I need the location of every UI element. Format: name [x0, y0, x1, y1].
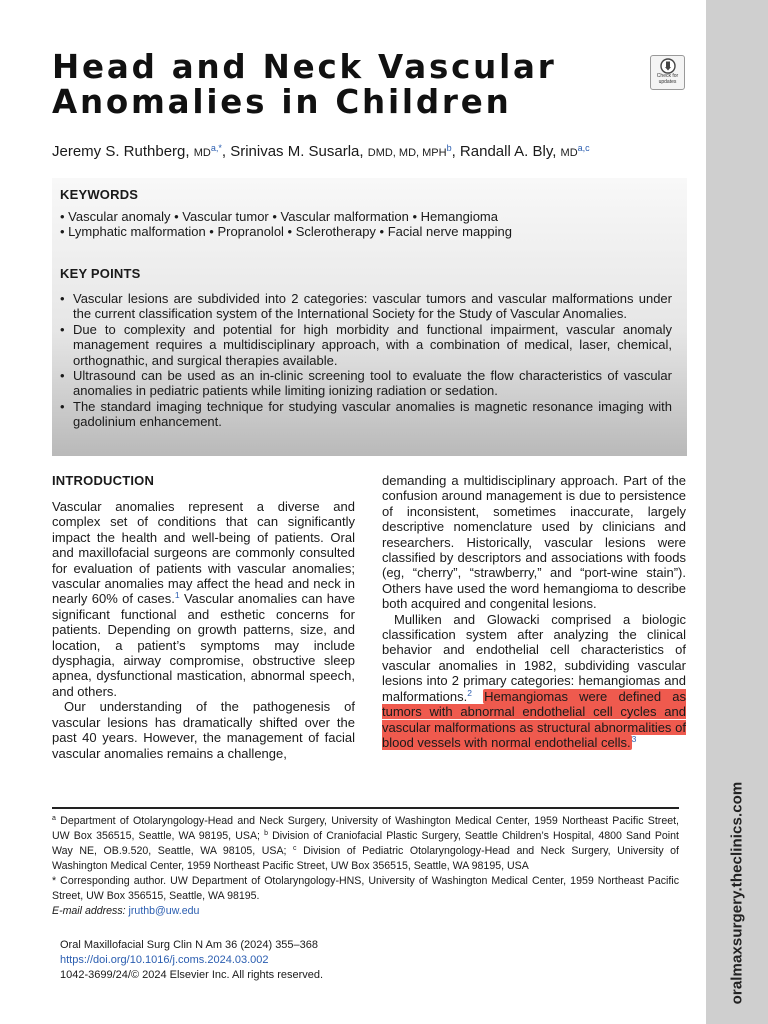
citation-ref[interactable]: 2 — [467, 687, 472, 698]
keywords-line: • Vascular anomaly • Vascular tumor • Vascular malformation • Hemangioma — [60, 209, 498, 224]
affil-marker: a — [52, 815, 56, 822]
journal-citation: Oral Maxillofacial Surg Clin N Am 36 (2024) 355–368 — [60, 939, 319, 951]
body-text: Mulliken and Glowacki comprised a biologic classification system after analyzing the clinical behavior and endothelial cell characteristics of vascular anomalies in 1982, subdividing vascular lesions into 2 primary categories: hemangiomas and malformations. — [382, 611, 686, 704]
body-paragraph: demanding a multidisciplinary approach. Part of the confusion around management is due to persistence of inconsistent, sometimes inaccurate, largely descriptive nomenclature used by clinicians and researchers. Historically, vascular lesions were classified by descriptors and associations with foods (eg, “cherry”, “strawberry,” and “port-wine stain”). Others have used the word hemangioma to describe both acquired and congenital lesions. — [382, 473, 686, 612]
author-list — [52, 142, 702, 163]
author-affiliation[interactable]: a,c — [577, 143, 590, 153]
journal-info — [60, 938, 323, 983]
author-name: , Randall A. Bly, — [451, 143, 561, 160]
body-paragraph — [382, 612, 686, 751]
affil-marker: b — [264, 830, 268, 837]
author-affiliation[interactable]: a,* — [210, 143, 222, 153]
affil-text: Department of Otolaryngology-Head and Neck Surgery, University of Washington Medical Center, 1959 Northeast Pacific Street, UW Box 356515, Seattle, WA 98195, USA; — [52, 815, 679, 842]
footnote-divider — [52, 807, 679, 809]
author-degrees: MD — [193, 147, 211, 159]
author-degrees: DMD, MD, MPH — [367, 147, 447, 159]
check-for-updates-icon — [660, 58, 676, 74]
introduction-heading: INTRODUCTION — [52, 473, 155, 488]
body-paragraph: Our understanding of the pathogenesis of vascular lesions has dramatically shifted over the past 40 years. However, the management of facial vascular anomalies remains a challenge, — [52, 699, 355, 761]
affiliations — [52, 814, 679, 874]
email-line — [52, 904, 679, 919]
highlighted-text: Hemangiomas were defined as tumors with abnormal endothelial cell cycles and vascular malformations as structural abnormalities of blood vessels with normal endothelial cells. — [382, 688, 686, 750]
doi-link[interactable]: https://doi.org/10.1016/j.coms.2024.03.002 — [60, 954, 269, 966]
check-for-updates-badge[interactable] — [650, 55, 685, 90]
author-degrees: MD — [560, 147, 578, 159]
key-point-item: • Vascular lesions are subdivided into 2 categories: vascular tumors and vascular malformations under the current classification system of the International Society for the Study of Vascular Anomalies. — [60, 291, 672, 322]
key-point-item: • Due to complexity and potential for high morbidity and functional impairment, vascular anomaly management requires a multidisciplinary approach, with a combination of medical, laser, chemical, orthognathic, and surgical therapies available. — [60, 322, 672, 368]
citation-ref[interactable]: 1 — [174, 590, 180, 601]
body-text: Vascular anomalies represent a diverse and complex set of conditions that can significantly impact the health and well-being of patients. Oral and maxillofacial surgeons are commonly consulted for evaluation of patients with vascular anomalies; vascular anomalies may affect the head and neck in nearly 60% of cases. — [52, 499, 355, 607]
check-for-updates-label: Check for updates — [656, 73, 679, 85]
keywords-heading: KEYWORDS — [60, 187, 139, 202]
author-name: Jeremy S. Ruthberg, — [52, 143, 194, 160]
key-points-heading: KEY POINTS — [60, 266, 141, 281]
affiliation-footnotes — [52, 814, 679, 919]
right-column — [382, 473, 686, 750]
copyright-line: 1042-3699/24/© 2024 Elsevier Inc. All rights reserved. — [60, 969, 324, 981]
key-point-item: • The standard imaging technique for studying vascular anomalies is magnetic resonance imaging with gadolinium enhancement. — [60, 399, 672, 430]
keywords-line: • Lymphatic malformation • Propranolol • Sclerotherapy • Facial nerve mapping — [60, 224, 512, 239]
key-points-list — [60, 291, 672, 430]
affil-text: Division of Craniofacial Plastic Surgery, Seattle Children’s Hospital, 4800 Sand Point Way NE, OB.9.520, Seattle, WA 98105, USA; — [52, 830, 679, 857]
body-text: Vascular anomalies can have significant functional and esthetic concerns for patients. Depending on growth patterns, size, and location, a patient’s symptoms may include dysphagia, airway compromise, obstructive sleep apnea, dysfunctional mastication, abnormal speech, and others. — [52, 591, 355, 699]
corresponding-author: * Corresponding author. UW Department of Otolaryngology-HNS, University of Washington Medical Center, 1959 Northeast Pacific Street, UW Box 356515, Seattle, WA 98195. — [52, 875, 679, 902]
affil-marker: c — [293, 845, 297, 852]
journal-website-link[interactable]: oralmaxsurgery.theclinics.com — [728, 781, 746, 1005]
article-title: Head and Neck Vascular Anomalies in Children — [52, 48, 557, 121]
email-label: E-mail address: — [52, 905, 126, 917]
body-paragraph — [52, 499, 355, 699]
author-name: , Srinivas M. Susarla, — [221, 143, 368, 160]
left-column — [52, 499, 355, 761]
affil-text: Division of Pediatric Otolaryngology-Head and Neck Surgery, University of Washington Medical Center, 1959 Northeast Pacific Street, UW Box 356515, Seattle, WA 98195, USA — [52, 845, 680, 872]
citation-ref[interactable]: 3 — [631, 733, 637, 744]
email-link[interactable]: jruthb@uw.edu — [128, 905, 200, 917]
key-point-item: • Ultrasound can be used as an in-clinic screening tool to evaluate the flow characteristics of vascular anomalies in pediatric patients while limiting ionizing radiation or sedation. — [60, 368, 672, 399]
author-affiliation[interactable]: b — [446, 143, 452, 153]
